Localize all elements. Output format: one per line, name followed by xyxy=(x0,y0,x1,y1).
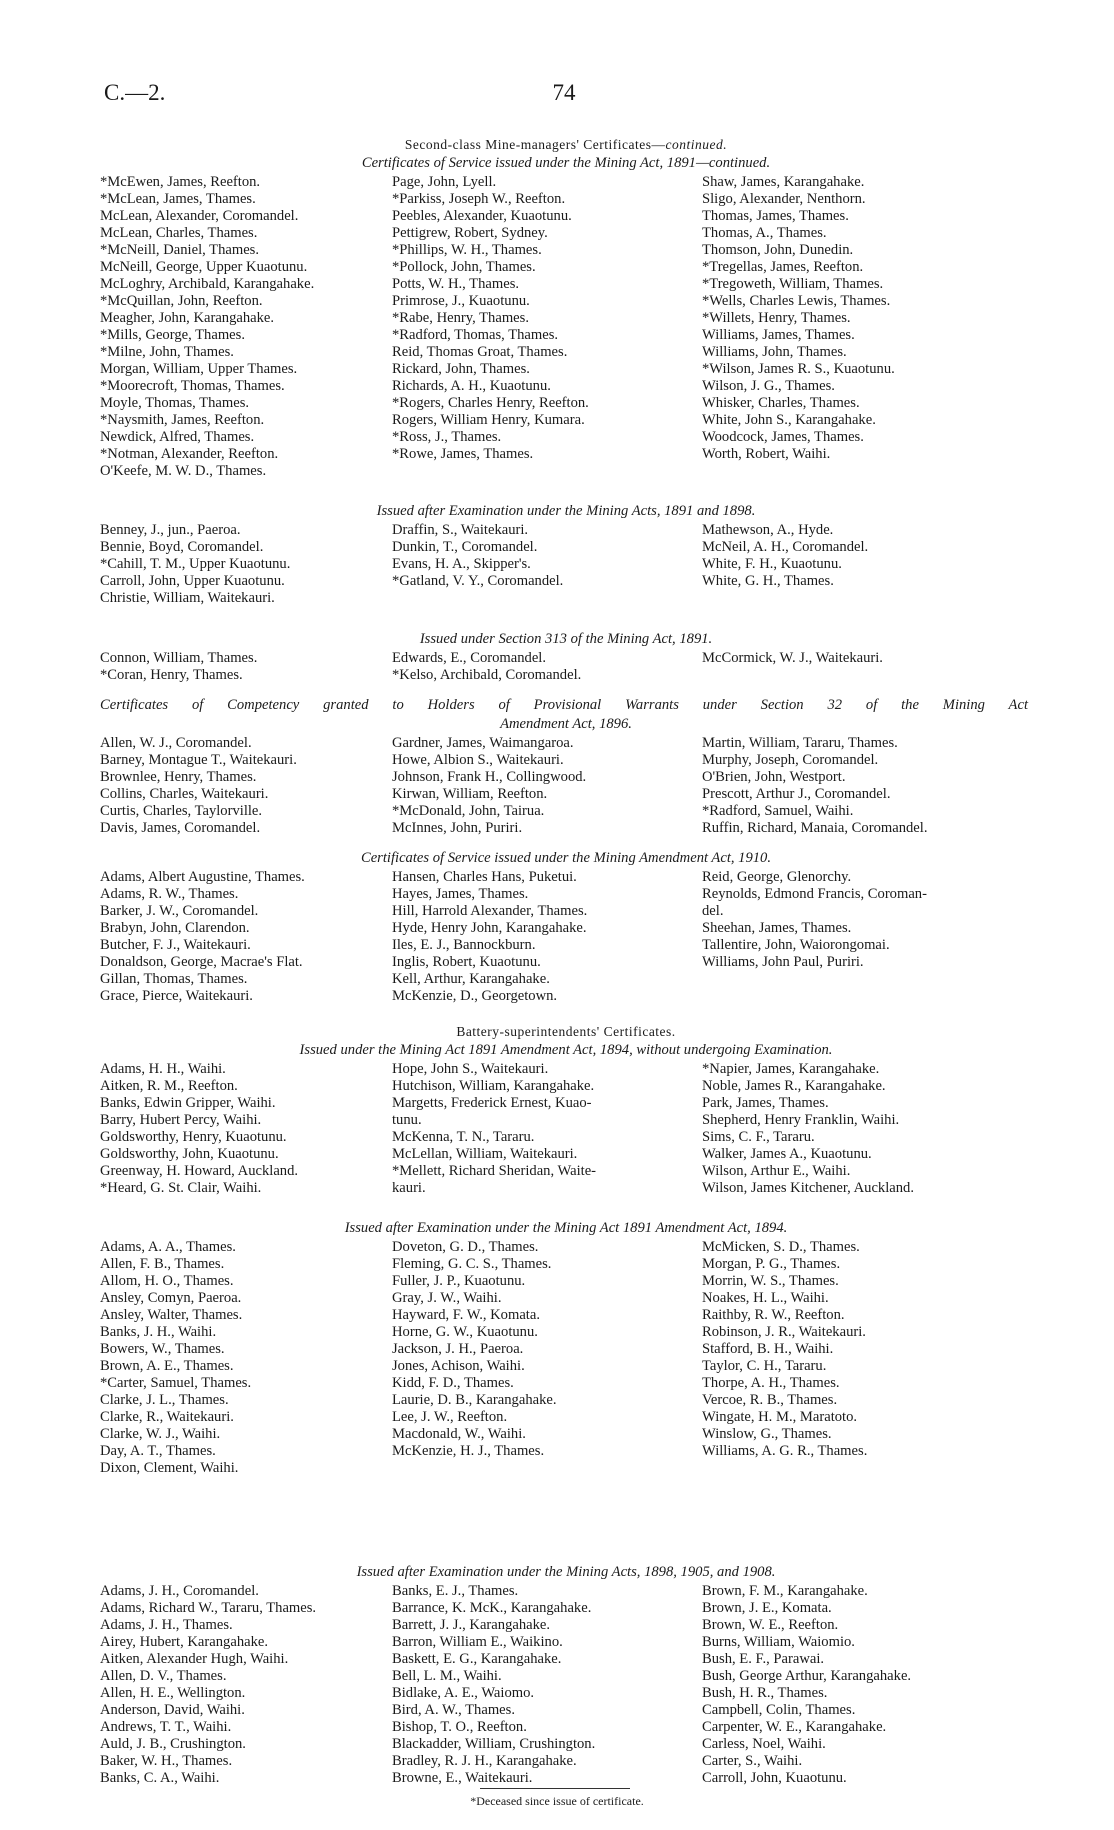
name-column-1 xyxy=(100,1583,392,1787)
name-column-2 xyxy=(392,735,702,837)
list-item: Gardner, James, Waimangaroa. xyxy=(392,735,574,751)
list-item: McKenzie, H. J., Thames. xyxy=(392,1443,545,1459)
list-item: Goldsworthy, Henry, Kuaotunu. xyxy=(100,1129,287,1145)
name-columns xyxy=(100,522,1032,607)
list-item: *Wells, Charles Lewis, Thames. xyxy=(702,293,891,309)
list-item: Burns, William, Waiomio. xyxy=(702,1634,855,1650)
list-item: Margetts, Frederick Ernest, Kuao- xyxy=(392,1095,592,1111)
list-item: Adams, J. H., Coromandel. xyxy=(100,1583,259,1599)
list-item: Inglis, Robert, Kuaotunu. xyxy=(392,954,541,970)
list-item: Kirwan, William, Reefton. xyxy=(392,786,548,802)
list-item: Evans, H. A., Skipper's. xyxy=(392,556,531,572)
list-item: Barney, Montague T., Waitekauri. xyxy=(100,752,297,768)
name-column-2 xyxy=(392,1239,702,1477)
name-columns xyxy=(100,650,1032,684)
list-item: Aitken, Alexander Hugh, Waihi. xyxy=(100,1651,289,1667)
list-item: Dixon, Clement, Waihi. xyxy=(100,1460,239,1476)
list-item: Adams, A. A., Thames. xyxy=(100,1239,236,1255)
name-column-1 xyxy=(100,1061,392,1197)
name-column-3 xyxy=(702,735,1032,837)
list-item: Hope, John S., Waitekauri. xyxy=(392,1061,549,1077)
list-item: Reynolds, Edmond Francis, Coroman- xyxy=(702,886,927,902)
list-item: Rogers, William Henry, Kumara. xyxy=(392,412,585,428)
list-item: Auld, J. B., Crushington. xyxy=(100,1736,246,1752)
list-item: Winslow, G., Thames. xyxy=(702,1426,832,1442)
list-item: *Rabe, Henry, Thames. xyxy=(392,310,529,326)
list-item: Bell, L. M., Waihi. xyxy=(392,1668,502,1684)
section-examination-1891-1898 xyxy=(100,503,1032,607)
list-item: Campbell, Colin, Thames. xyxy=(702,1702,856,1718)
name-column-3 xyxy=(702,869,1032,1005)
list-item: *Gatland, V. Y., Coromandel. xyxy=(392,573,564,589)
list-item: *Tregellas, James, Reefton. xyxy=(702,259,864,275)
list-item: *Heard, G. St. Clair, Waihi. xyxy=(100,1180,262,1196)
list-item: *Milne, John, Thames. xyxy=(100,344,234,360)
name-column-3 xyxy=(702,1239,1032,1477)
list-item: Benney, J., jun., Paeroa. xyxy=(100,522,241,538)
list-item: Tallentire, John, Waiorongomai. xyxy=(702,937,890,953)
list-item: Banks, C. A., Waihi. xyxy=(100,1770,220,1786)
list-item: Newdick, Alfred, Thames. xyxy=(100,429,255,445)
section-battery-superintendents xyxy=(100,1023,1032,1197)
list-item: Iles, E. J., Bannockburn. xyxy=(392,937,536,953)
list-item: Robinson, J. R., Waitekauri. xyxy=(702,1324,866,1340)
list-item: Clarke, R., Waitekauri. xyxy=(100,1409,234,1425)
name-column-1 xyxy=(100,1239,392,1477)
list-item: *Notman, Alexander, Reefton. xyxy=(100,446,279,462)
list-item: Barker, J. W., Coromandel. xyxy=(100,903,259,919)
list-item: Taylor, C. H., Tararu. xyxy=(702,1358,827,1374)
list-item: *Carter, Samuel, Thames. xyxy=(100,1375,252,1391)
list-item: del. xyxy=(702,903,724,919)
list-item: Fuller, J. P., Kuaotunu. xyxy=(392,1273,526,1289)
list-item: Peebles, Alexander, Kuaotunu. xyxy=(392,208,572,224)
list-item: *Mills, George, Thames. xyxy=(100,327,245,343)
list-item: *Rogers, Charles Henry, Reefton. xyxy=(392,395,589,411)
list-item: Hansen, Charles Hans, Puketui. xyxy=(392,869,577,885)
list-item: Walker, James A., Kuaotunu. xyxy=(702,1146,872,1162)
page-number: 74 xyxy=(552,80,576,105)
list-item: Banks, Edwin Gripper, Waihi. xyxy=(100,1095,276,1111)
list-item: *Moorecroft, Thomas, Thames. xyxy=(100,378,285,394)
list-item: tunu. xyxy=(392,1112,422,1128)
list-item: Brown, J. E., Komata. xyxy=(702,1600,832,1616)
list-item: *McQuillan, John, Reefton. xyxy=(100,293,263,309)
list-item: *Phillips, W. H., Thames. xyxy=(392,242,542,258)
list-item: Bishop, T. O., Reefton. xyxy=(392,1719,527,1735)
list-item: Wilson, Arthur E., Waihi. xyxy=(702,1163,851,1179)
list-item: Ansley, Walter, Thames. xyxy=(100,1307,243,1323)
list-item: Dunkin, T., Coromandel. xyxy=(392,539,538,555)
list-item: *Cahill, T. M., Upper Kuaotunu. xyxy=(100,556,291,572)
list-item: McInnes, John, Puriri. xyxy=(392,820,523,836)
list-item: Bush, E. F., Parawai. xyxy=(702,1651,825,1667)
list-item: Allen, D. V., Thames. xyxy=(100,1668,227,1684)
name-column-3 xyxy=(702,1583,1032,1787)
list-item: *Napier, James, Karangahake. xyxy=(702,1061,880,1077)
section-examination-1894 xyxy=(100,1220,1032,1477)
list-item: Connon, William, Thames. xyxy=(100,650,258,666)
list-item: Noakes, H. L., Waihi. xyxy=(702,1290,829,1306)
list-item: Meagher, John, Karangahake. xyxy=(100,310,275,326)
list-item: Worth, Robert, Waihi. xyxy=(702,446,831,462)
list-item: Martin, William, Tararu, Thames. xyxy=(702,735,898,751)
name-column-1 xyxy=(100,735,392,837)
list-item: Edwards, E., Coromandel. xyxy=(392,650,547,666)
list-item: McLoghry, Archibald, Karangahake. xyxy=(100,276,315,292)
list-item: Bidlake, A. E., Waiomo. xyxy=(392,1685,535,1701)
list-item: Morgan, William, Upper Thames. xyxy=(100,361,298,377)
footnote: *Deceased since issue of certificate. xyxy=(470,1794,644,1808)
list-item: Bowers, W., Thames. xyxy=(100,1341,225,1357)
list-item: Andrews, T. T., Waihi. xyxy=(100,1719,232,1735)
page-header xyxy=(104,80,1024,106)
list-item: Kidd, F. D., Thames. xyxy=(392,1375,514,1391)
list-item: White, John S., Karangahake. xyxy=(702,412,876,428)
list-item: O'Brien, John, Westport. xyxy=(702,769,846,785)
list-item: Thomas, A., Thames. xyxy=(702,225,827,241)
list-item: Raithby, R. W., Reefton. xyxy=(702,1307,845,1323)
name-column-1 xyxy=(100,174,392,480)
list-item: McKenzie, D., Georgetown. xyxy=(392,988,558,1004)
list-item: *Mellett, Richard Sheridan, Waite- xyxy=(392,1163,597,1179)
list-item: Mathewson, A., Hyde. xyxy=(702,522,834,538)
list-item: Allen, F. B., Thames. xyxy=(100,1256,225,1272)
list-item: McCormick, W. J., Waitekauri. xyxy=(702,650,883,666)
list-item: Curtis, Charles, Taylorville. xyxy=(100,803,263,819)
list-item: Williams, John Paul, Puriri. xyxy=(702,954,864,970)
list-item: Reid, George, Glenorchy. xyxy=(702,869,852,885)
name-column-2 xyxy=(392,869,702,1005)
section-subtitle: Issued under Section 313 of the Mining Act, 1891. xyxy=(419,631,713,647)
list-item: Thorpe, A. H., Thames. xyxy=(702,1375,840,1391)
list-item: Sligo, Alexander, Nenthorn. xyxy=(702,191,866,207)
list-item: Blackadder, William, Crushington. xyxy=(392,1736,596,1752)
list-item: Carpenter, W. E., Karangahake. xyxy=(702,1719,887,1735)
list-item: Adams, Richard W., Tararu, Thames. xyxy=(100,1600,317,1616)
list-item: Hayward, F. W., Komata. xyxy=(392,1307,540,1323)
section-subtitle: Certificates of Service issued under the Mining Act, 1891—continued. xyxy=(361,155,771,171)
section-subtitle: Certificates of Competency granted to Holders of Provisional Warrants under Section 32 of the Mining Act xyxy=(100,697,1028,713)
list-item: Barron, William E., Waikino. xyxy=(392,1634,563,1650)
list-item: Wilson, James Kitchener, Auckland. xyxy=(702,1180,915,1196)
list-item: Whisker, Charles, Thames. xyxy=(702,395,860,411)
list-item: Williams, James, Thames. xyxy=(702,327,855,343)
section-service-1910 xyxy=(100,850,1032,1005)
list-item: *McEwen, James, Reefton. xyxy=(100,174,261,190)
list-item: Williams, John, Thames. xyxy=(702,344,847,360)
name-column-1 xyxy=(100,869,392,1005)
list-item: Reid, Thomas Groat, Thames. xyxy=(392,344,568,360)
list-item: Brown, W. E., Reefton. xyxy=(702,1617,839,1633)
list-item: Clarke, J. L., Thames. xyxy=(100,1392,229,1408)
list-item: Pettigrew, Robert, Sydney. xyxy=(392,225,548,241)
list-item: McLean, Charles, Thames. xyxy=(100,225,258,241)
list-item: Murphy, Joseph, Coromandel. xyxy=(702,752,879,768)
name-columns xyxy=(100,174,1032,480)
list-item: Sheehan, James, Thames. xyxy=(702,920,852,936)
list-item: Gillan, Thomas, Thames. xyxy=(100,971,248,987)
section-subtitle: Certificates of Service issued under the Mining Amendment Act, 1910. xyxy=(360,850,772,866)
list-item: Morrin, W. S., Thames. xyxy=(702,1273,839,1289)
list-item: *Rowe, James, Thames. xyxy=(392,446,534,462)
list-item: *McLean, James, Thames. xyxy=(100,191,256,207)
list-item: Carter, S., Waihi. xyxy=(702,1753,803,1769)
list-item: Johnson, Frank H., Collingwood. xyxy=(392,769,587,785)
list-item: Goldsworthy, John, Kuaotunu. xyxy=(100,1146,279,1162)
list-item: *Parkiss, Joseph W., Reefton. xyxy=(392,191,566,207)
list-item: Carroll, John, Upper Kuaotunu. xyxy=(100,573,285,589)
list-item: Potts, W. H., Thames. xyxy=(392,276,520,292)
list-item: Adams, J. H., Thames. xyxy=(100,1617,233,1633)
list-item: Baker, W. H., Thames. xyxy=(100,1753,233,1769)
list-item: Draffin, S., Waitekauri. xyxy=(392,522,529,538)
list-item: Anderson, David, Waihi. xyxy=(100,1702,245,1718)
list-item: Brown, A. E., Thames. xyxy=(100,1358,234,1374)
list-item: Ansley, Comyn, Paeroa. xyxy=(100,1290,242,1306)
list-item: kauri. xyxy=(392,1180,426,1196)
list-item: Brabyn, John, Clarendon. xyxy=(100,920,250,936)
footnote-rule xyxy=(480,1788,630,1789)
list-item: Fleming, G. C. S., Thames. xyxy=(392,1256,552,1272)
list-item: Day, A. T., Thames. xyxy=(100,1443,216,1459)
list-item: Banks, J. H., Waihi. xyxy=(100,1324,217,1340)
list-item: Kell, Arthur, Karangahake. xyxy=(392,971,550,987)
list-item: Primrose, J., Kuaotunu. xyxy=(392,293,530,309)
list-item: Aitken, R. M., Reefton. xyxy=(100,1078,238,1094)
list-item: Morgan, P. G., Thames. xyxy=(702,1256,841,1272)
name-column-3 xyxy=(702,650,1032,684)
list-item: Barry, Hubert Percy, Waihi. xyxy=(100,1112,262,1128)
section-subtitle: Issued after Examination under the Mining Acts, 1891 and 1898. xyxy=(376,503,756,519)
list-item: Christie, William, Waitekauri. xyxy=(100,590,275,606)
list-item: *Ross, J., Thames. xyxy=(392,429,502,445)
list-item: Ruffin, Richard, Manaia, Coromandel. xyxy=(702,820,928,836)
list-item: Clarke, W. J., Waihi. xyxy=(100,1426,221,1442)
list-item: Brown, F. M., Karangahake. xyxy=(702,1583,868,1599)
list-item: Davis, James, Coromandel. xyxy=(100,820,261,836)
list-item: Browne, E., Waitekauri. xyxy=(392,1770,533,1786)
list-item: Bennie, Boyd, Coromandel. xyxy=(100,539,264,555)
section-title: Second-class Mine-managers' Certificates—continued. xyxy=(404,137,728,152)
list-item: *McNeill, Daniel, Thames. xyxy=(100,242,260,258)
list-item: Macdonald, W., Waihi. xyxy=(392,1426,526,1442)
name-columns xyxy=(100,1239,1032,1477)
list-item: Hayes, James, Thames. xyxy=(392,886,529,902)
list-item: Prescott, Arthur J., Coromandel. xyxy=(702,786,891,802)
list-item: O'Keefe, M. W. D., Thames. xyxy=(100,463,267,479)
name-column-1 xyxy=(100,650,392,684)
list-item: Jones, Achison, Waihi. xyxy=(392,1358,525,1374)
list-item: *Pollock, John, Thames. xyxy=(392,259,536,275)
list-item: McNeill, George, Upper Kuaotunu. xyxy=(100,259,308,275)
list-item: Bradley, R. J. H., Karangahake. xyxy=(392,1753,577,1769)
list-item: Laurie, D. B., Karangahake. xyxy=(392,1392,557,1408)
list-item: Hill, Harrold Alexander, Thames. xyxy=(392,903,588,919)
list-item: Page, John, Lyell. xyxy=(392,174,497,190)
list-item: Hyde, Henry John, Karangahake. xyxy=(392,920,587,936)
list-item: *Radford, Thomas, Thames. xyxy=(392,327,559,343)
list-item: Woodcock, James, Thames. xyxy=(702,429,864,445)
list-item: *McDonald, John, Tairua. xyxy=(392,803,545,819)
list-item: Hutchison, William, Karangahake. xyxy=(392,1078,595,1094)
name-column-3 xyxy=(702,174,1032,480)
list-item: Doveton, G. D., Thames. xyxy=(392,1239,539,1255)
list-item: Gray, J. W., Waihi. xyxy=(392,1290,502,1306)
list-item: *Naysmith, James, Reefton. xyxy=(100,412,265,428)
list-item: Banks, E. J., Thames. xyxy=(392,1583,519,1599)
list-item: Grace, Pierce, Waitekauri. xyxy=(100,988,253,1004)
list-item: *Kelso, Archibald, Coromandel. xyxy=(392,667,582,683)
name-column-2 xyxy=(392,522,702,607)
section-competency-provisional-warrants xyxy=(100,697,1032,837)
list-item: McLean, Alexander, Coromandel. xyxy=(100,208,299,224)
list-item: Carless, Noel, Waihi. xyxy=(702,1736,826,1752)
list-item: Adams, R. W., Thames. xyxy=(100,886,239,902)
list-item: Shaw, James, Karangahake. xyxy=(702,174,865,190)
list-item: Bush, H. R., Thames. xyxy=(702,1685,828,1701)
list-item: Moyle, Thomas, Thames. xyxy=(100,395,250,411)
list-item: Rickard, John, Thames. xyxy=(392,361,530,377)
name-column-2 xyxy=(392,1583,702,1787)
section-examination-1898-1905-1908 xyxy=(100,1564,1032,1787)
list-item: Bird, A. W., Thames. xyxy=(392,1702,515,1718)
list-item: Noble, James R., Karangahake. xyxy=(702,1078,886,1094)
list-item: Horne, G. W., Kuaotunu. xyxy=(392,1324,538,1340)
section-title: Battery-superintendents' Certificates. xyxy=(456,1024,676,1039)
section-mine-managers-service xyxy=(100,136,1032,480)
list-item: Thomson, John, Dunedin. xyxy=(702,242,854,258)
name-columns xyxy=(100,1061,1032,1197)
list-item: Howe, Albion S., Waitekauri. xyxy=(392,752,564,768)
list-item: Jackson, J. H., Paeroa. xyxy=(392,1341,524,1357)
list-item: Airey, Hubert, Karangahake. xyxy=(100,1634,269,1650)
list-item: *Coran, Henry, Thames. xyxy=(100,667,243,683)
name-column-2 xyxy=(392,650,702,684)
list-item: Park, James, Thames. xyxy=(702,1095,829,1111)
list-item: White, G. H., Thames. xyxy=(702,573,834,589)
list-item: Wingate, H. M., Maratoto. xyxy=(702,1409,858,1425)
name-columns xyxy=(100,735,1032,837)
list-item: Williams, A. G. R., Thames. xyxy=(702,1443,868,1459)
list-item: Lee, J. W., Reefton. xyxy=(392,1409,508,1425)
list-item: McLellan, William, Waitekauri. xyxy=(392,1146,578,1162)
list-item: Vercoe, R. B., Thames. xyxy=(702,1392,838,1408)
list-item: Barrance, K. McK., Karangahake. xyxy=(392,1600,592,1616)
list-item: *Wilson, James R. S., Kuaotunu. xyxy=(702,361,895,377)
list-item: White, F. H., Kuaotunu. xyxy=(702,556,842,572)
name-column-2 xyxy=(392,174,702,480)
list-item: *Tregoweth, William, Thames. xyxy=(702,276,884,292)
name-column-1 xyxy=(100,522,392,607)
list-item: Adams, H. H., Waihi. xyxy=(100,1061,226,1077)
list-item: Carroll, John, Kuaotunu. xyxy=(702,1770,847,1786)
name-columns xyxy=(100,869,1032,1005)
list-item: McNeil, A. H., Coromandel. xyxy=(702,539,869,555)
list-item: Brownlee, Henry, Thames. xyxy=(100,769,257,785)
list-item: Allen, H. E., Wellington. xyxy=(100,1685,246,1701)
list-item: Greenway, H. Howard, Auckland. xyxy=(100,1163,299,1179)
list-item: McKenna, T. N., Tararu. xyxy=(392,1129,535,1145)
list-item: Baskett, E. G., Karangahake. xyxy=(392,1651,562,1667)
name-columns xyxy=(100,1583,1032,1787)
list-item: Donaldson, George, Macrae's Flat. xyxy=(100,954,303,970)
list-item: Thomas, James, Thames. xyxy=(702,208,849,224)
name-column-3 xyxy=(702,1061,1032,1197)
list-item: Shepherd, Henry Franklin, Waihi. xyxy=(702,1112,900,1128)
section-subtitle: Issued under the Mining Act 1891 Amendment Act, 1894, without undergoing Examination. xyxy=(299,1042,833,1058)
list-item: Richards, A. H., Kuaotunu. xyxy=(392,378,551,394)
name-column-3 xyxy=(702,522,1032,607)
list-item: Barrett, J. J., Karangahake. xyxy=(392,1617,551,1633)
section-section-313 xyxy=(100,631,1032,684)
list-item: Stafford, B. H., Waihi. xyxy=(702,1341,834,1357)
list-item: Wilson, J. G., Thames. xyxy=(702,378,835,394)
name-column-2 xyxy=(392,1061,702,1197)
section-subtitle: Issued after Examination under the Mining Acts, 1898, 1905, and 1908. xyxy=(356,1564,776,1580)
list-item: Sims, C. F., Tararu. xyxy=(702,1129,815,1145)
section-subtitle: Issued after Examination under the Mining Act 1891 Amendment Act, 1894. xyxy=(344,1220,788,1236)
list-item: Allen, W. J., Coromandel. xyxy=(100,735,252,751)
list-item: Adams, Albert Augustine, Thames. xyxy=(100,869,305,885)
list-item: Collins, Charles, Waitekauri. xyxy=(100,786,269,802)
list-item: *Willets, Henry, Thames. xyxy=(702,310,851,326)
list-item: *Radford, Samuel, Waihi. xyxy=(702,803,854,819)
list-item: Allom, H. O., Thames. xyxy=(100,1273,234,1289)
list-item: Bush, George Arthur, Karangahake. xyxy=(702,1668,912,1684)
list-item: McMicken, S. D., Thames. xyxy=(702,1239,860,1255)
list-item: Butcher, F. J., Waitekauri. xyxy=(100,937,251,953)
document-reference: C.—2. xyxy=(104,80,166,105)
section-subtitle-cont: Amendment Act, 1896. xyxy=(500,716,632,732)
